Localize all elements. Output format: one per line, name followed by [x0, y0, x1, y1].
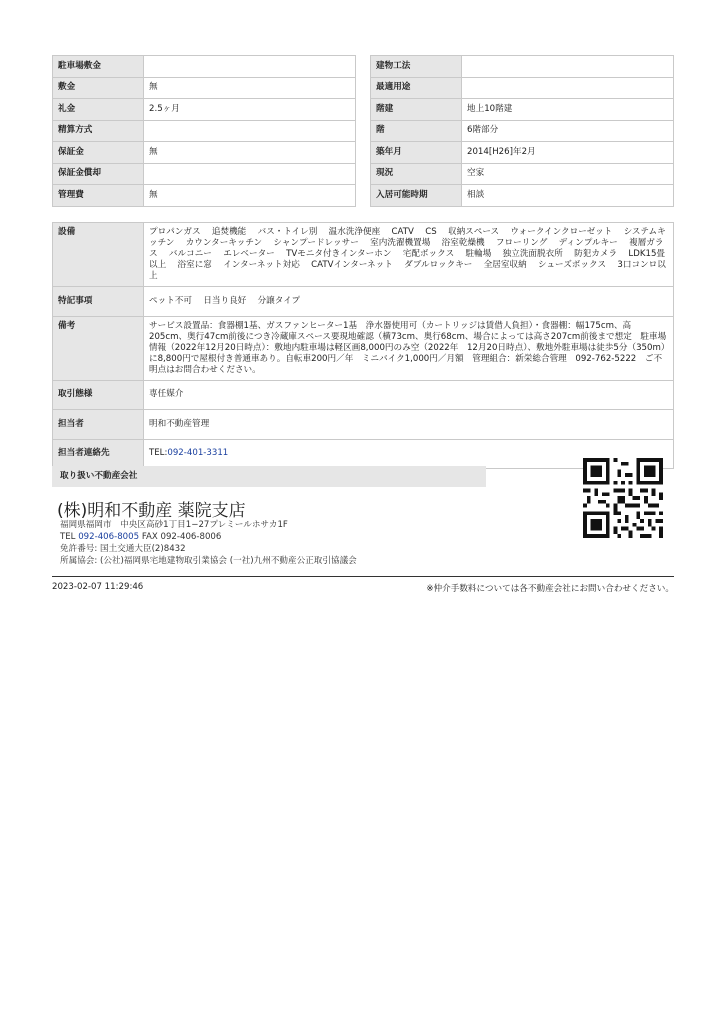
row-label: 礼金 [53, 99, 144, 121]
staff-value: 明和不動産管理 [144, 410, 674, 440]
row-value [144, 56, 356, 78]
row-label: 担当者連絡先 [53, 439, 144, 469]
table-row [53, 185, 356, 207]
details-table [52, 222, 674, 469]
row-label: 築年月 [371, 142, 462, 164]
row-label: 建物工法 [371, 56, 462, 78]
equipment-row [53, 223, 674, 287]
table-row [53, 56, 356, 78]
row-value [462, 77, 674, 99]
association: 所属協会: (公社)福岡県宅地建物取引業協会 (一社)九州不動産公正取引協議会 [60, 556, 357, 566]
row-label: 最適用途 [371, 77, 462, 99]
table-row [371, 77, 674, 99]
company-name: (株)明和不動産 薬院支店 [57, 501, 246, 521]
features-value: ペット不可 日当り良好 分譲タイプ [144, 287, 674, 317]
row-label: 保証金償却 [53, 163, 144, 185]
table-row [53, 77, 356, 99]
row-label: 階建 [371, 99, 462, 121]
row-label: 備考 [53, 316, 144, 380]
row-value: 相談 [462, 185, 674, 207]
table-row [53, 163, 356, 185]
contact-tel-link[interactable]: 092-401-3311 [167, 448, 229, 459]
row-value: 無 [144, 77, 356, 99]
rent-terms-table [52, 55, 356, 207]
contact-row [53, 439, 674, 469]
row-label: 入居可能時期 [371, 185, 462, 207]
notes-row [53, 316, 674, 380]
table-row [371, 185, 674, 207]
footer-note: ※仲介手数料については各不動産会社にお問い合わせください。 [426, 584, 674, 594]
table-row [371, 99, 674, 121]
table-row [53, 99, 356, 121]
row-value: 無 [144, 185, 356, 207]
row-label: 現況 [371, 163, 462, 185]
row-value [144, 120, 356, 142]
row-label: 設備 [53, 223, 144, 287]
table-row [53, 120, 356, 142]
company-fax: FAX 092-406-8006 [141, 532, 222, 542]
table-row [371, 142, 674, 164]
print-datetime: 2023-02-07 11:29:46 [52, 582, 144, 592]
row-label: 保証金 [53, 142, 144, 164]
row-value: 空家 [462, 163, 674, 185]
row-label: 敷金 [53, 77, 144, 99]
row-value [144, 163, 356, 185]
row-value: 地上10階建 [462, 99, 674, 121]
row-label: 駐車場敷金 [53, 56, 144, 78]
row-label: 階 [371, 120, 462, 142]
row-label: 精算方式 [53, 120, 144, 142]
notes-value: サービス設置品：食器棚1基、ガスファンヒーター1基 浄水器使用可（カートリッジは賃借人負担）・食器棚：幅175cm、高205cm、奥行47cm前後につき冷蔵庫スペース要現地確認（横73cm、奥行68cm、場合によっては高さ207cm前後まで想定 駐車場情報（2022年12月20日時点）：敷地内駐車場は軽区画8,000円のみ空（2022年 12月20日時点）、敷地外駐車場は徒歩5分（350m）に8,800円で屋根付き普通車あり。自転車200円／年 ミニバイク1,000円／月額 管理組合：新栄総合管理 092-762-5222 ご不明点はお問合わせください。 [144, 316, 674, 380]
tel-prefix: TEL: [149, 448, 168, 459]
qr-code [583, 458, 663, 538]
row-label: 管理費 [53, 185, 144, 207]
table-row [53, 142, 356, 164]
building-info-table [370, 55, 674, 207]
table-row [371, 56, 674, 78]
row-label: 取引態様 [53, 380, 144, 410]
equipment-value: プロパンガス 追焚機能 バス・トイレ別 温水洗浄便座 CATV CS 収納スペース ウォークインクローゼット システムキッチン カウンターキッチン シャンプードレッサー 室内洗濯機置場 浴室乾燥機 フローリング ディンプルキー 複層ガラス バルコニー エレベーター TVモニタ付きインターホン 宅配ボックス 駐輪場 独立洗面脱衣所 防犯カメラ LDK15畳以上 浴室に窓 インターネット対応 CATVインターネット ダブルロックキー 全居室収納 シューズボックス 3口コンロ以上 [144, 223, 674, 287]
row-value: 6階部分 [462, 120, 674, 142]
table-row [371, 163, 674, 185]
row-value: 2014[H26]年2月 [462, 142, 674, 164]
row-value: 2.5ヶ月 [144, 99, 356, 121]
features-row [53, 287, 674, 317]
agent-section-title: 取り扱い不動産会社 [52, 466, 486, 487]
row-label: 特記事項 [53, 287, 144, 317]
company-phone [60, 531, 221, 543]
staff-row [53, 410, 674, 440]
table-row [371, 120, 674, 142]
company-address: 福岡県福岡市 中央区高砂1丁目1−27プレミールホサカ1F [60, 520, 288, 530]
row-value: 無 [144, 142, 356, 164]
row-label: 担当者 [53, 410, 144, 440]
footer-divider [52, 576, 674, 577]
transaction-row [53, 380, 674, 410]
transaction-value: 専任媒介 [144, 380, 674, 410]
company-tel-link[interactable]: 092-406-8005 [78, 532, 140, 542]
row-value [462, 56, 674, 78]
tel-label: TEL [60, 532, 76, 542]
license-number: 免許番号: 国土交通大臣(2)8432 [60, 544, 186, 554]
